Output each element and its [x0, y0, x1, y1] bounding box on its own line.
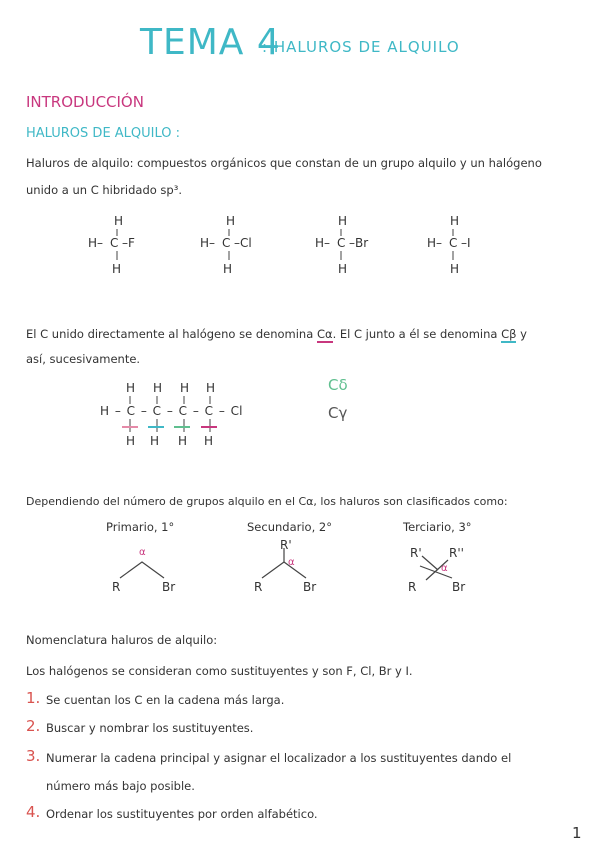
primary-br: Br: [162, 580, 176, 594]
chain-top-h-3: H: [180, 381, 190, 395]
tertiary-r-prime: R': [410, 546, 422, 560]
page-number: 1: [572, 824, 582, 842]
secondary-alpha: α: [288, 557, 295, 568]
alpha-text-line2: así, sucesivamente.: [26, 352, 141, 366]
step-3-text: Numerar la cadena principal y asignar el localizador a los sustituyentes dando el: [46, 751, 512, 765]
example-1-right: –F: [122, 236, 135, 250]
section-introduccion: INTRODUCCIÓN: [26, 93, 144, 111]
example-2-bottom-h: H: [223, 262, 233, 276]
primary-r: R: [112, 580, 121, 594]
example-4-top-h: H: [450, 214, 460, 228]
chain-top-h-1: H: [126, 381, 136, 395]
example-2-right: –Cl: [234, 236, 252, 250]
definition-line2: unido a un C hibridado sp³.: [26, 183, 182, 197]
example-3-left: H–: [315, 236, 331, 250]
step-3-text-cont: número más bajo posible.: [46, 779, 195, 793]
step-4-text: Ordenar los sustituyentes por orden alfabético.: [46, 807, 318, 821]
example-3-top-h: H: [338, 214, 348, 228]
chain-bottom-h-4: H: [204, 434, 214, 448]
c-alpha-term: Cα: [316, 327, 333, 341]
tertiary-alpha: α: [441, 563, 448, 574]
example-1-left: H–: [88, 236, 104, 250]
tertiary-br: Br: [452, 580, 466, 594]
page-subtitle: : HALUROS DE ALQUILO: [262, 38, 460, 56]
example-1-bottom-h: H: [112, 262, 122, 276]
chain-bottom-h-3: H: [178, 434, 188, 448]
label-c-gamma: Cγ: [328, 404, 348, 422]
alpha-text-c: y: [520, 327, 527, 341]
page-title: TEMA 4: [140, 22, 281, 63]
secondary-r: R: [254, 580, 263, 594]
nomenclature-heading: Nomenclatura haluros de alquilo:: [26, 633, 218, 647]
tertiary-r-double-prime: R'': [449, 546, 464, 560]
primary-alpha: α: [139, 547, 146, 558]
step-2-text: Buscar y nombrar los sustituyentes.: [46, 721, 254, 735]
alpha-text-a: El C unido directamente al halógeno se denomina: [26, 327, 314, 341]
classification-intro: Dependiendo del número de grupos alquilo en el Cα, los haluros son clasificados como:: [26, 495, 508, 508]
example-1-top-h: H: [114, 214, 124, 228]
chain-top-h-2: H: [153, 381, 163, 395]
chain-top-h-4: H: [206, 381, 216, 395]
example-2-top-h: H: [226, 214, 236, 228]
c-beta-term: Cβ: [501, 327, 517, 341]
step-2-number: 2.: [26, 717, 41, 735]
step-3-number: 3.: [26, 747, 41, 765]
step-1-number: 1.: [26, 689, 41, 707]
example-3-right: –Br: [349, 236, 369, 250]
definition-line1: Haluros de alquilo: compuestos orgánicos que constan de un grupo alquilo y un halógeno: [26, 156, 542, 170]
example-4-bottom-h: H: [450, 262, 460, 276]
secondary-br: Br: [303, 580, 317, 594]
step-4-number: 4.: [26, 803, 41, 821]
type-tertiary-label: Terciario, 3°: [403, 520, 472, 534]
type-secondary-label: Secundario, 2°: [247, 520, 332, 534]
label-c-delta: Cδ: [328, 376, 348, 394]
nomenclature-intro: Los halógenos se consideran como sustituyentes y son F, Cl, Br y I.: [26, 664, 413, 678]
type-primary-label: Primario, 1°: [106, 520, 175, 534]
alpha-text-b: . El C junto a él se denomina: [332, 327, 498, 341]
example-1-carbon: C: [110, 236, 119, 250]
example-3-bottom-h: H: [338, 262, 348, 276]
secondary-r-prime: R': [280, 538, 292, 552]
step-1-text: Se cuentan los C en la cadena más larga.: [46, 693, 285, 707]
example-4-right: –I: [461, 236, 471, 250]
example-3-carbon: C: [337, 236, 346, 250]
example-4-left: H–: [427, 236, 443, 250]
section-haluros: HALUROS DE ALQUILO :: [26, 126, 181, 141]
chain-bottom-h-1: H: [126, 434, 136, 448]
tertiary-r: R: [408, 580, 417, 594]
example-2-carbon: C: [222, 236, 231, 250]
chain-bottom-h-2: H: [150, 434, 160, 448]
example-4-carbon: C: [449, 236, 458, 250]
chain-main: H – C – C – C – C – Cl: [100, 404, 243, 418]
example-2-left: H–: [200, 236, 216, 250]
